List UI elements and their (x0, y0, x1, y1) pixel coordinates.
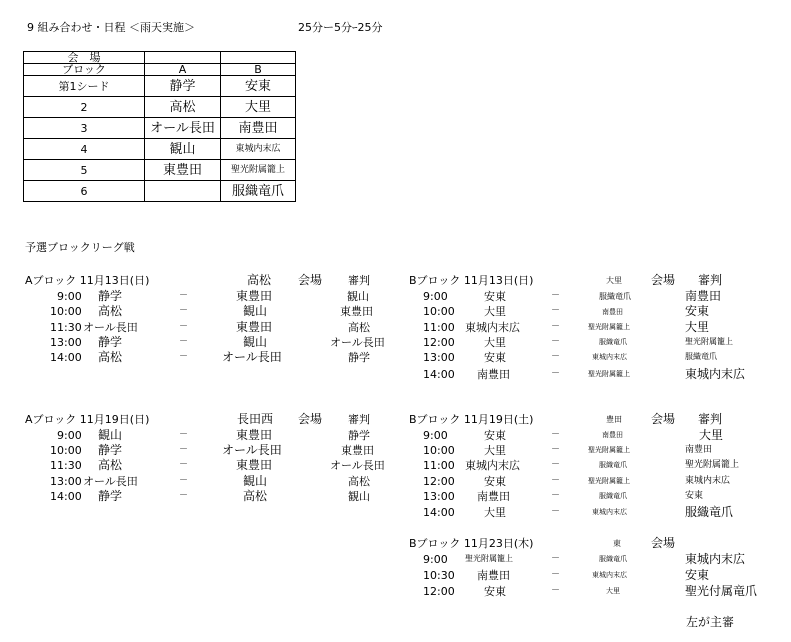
table-row: 4 観山 東城内末広 (24, 139, 296, 160)
venue-name: 大里 (606, 276, 622, 285)
referee-label: 審判 (348, 274, 370, 287)
venue-label: 会場 (651, 273, 676, 287)
referee-label: 審判 (698, 273, 723, 287)
referee-label: 審判 (698, 412, 723, 426)
table-row: 2 高松 大里 (24, 97, 296, 118)
venue-header: 会 場 (24, 52, 145, 64)
venue-label: 会場 (298, 412, 323, 426)
schedule-title: Bブロック 11月13日(日) (409, 274, 534, 287)
schedule-title: Aブロック 11月19日(日) (25, 413, 150, 426)
referee-label: 審判 (348, 413, 370, 426)
venue-label: 会場 (651, 536, 676, 550)
schedule-title: Bブロック 11月23日(木) (409, 537, 534, 550)
table-row: 6 服織竜爪 (24, 181, 296, 202)
block-header: ブロック (24, 64, 145, 76)
schedule-title: Aブロック 11月13日(日) (25, 274, 150, 287)
schedule-title: Bブロック 11月19日(土) (409, 413, 534, 426)
col-b-header: B (221, 64, 296, 76)
table-row: 5 東豊田 聖光附属籠上 (24, 160, 296, 181)
section-title: 予選ブロックリーグ戦 (25, 241, 135, 254)
venue-label: 会場 (298, 273, 323, 287)
seed-table (23, 51, 296, 202)
venue-name: 豊田 (606, 415, 622, 424)
col-a-header: A (145, 64, 221, 76)
footer-note: 左が主審 (686, 615, 735, 629)
time-format: 25分ー5分ｰ25分 (298, 21, 383, 34)
table-row: 第1シード 静学 安東 (24, 76, 296, 97)
venue-name: 東 (613, 539, 621, 548)
document-title: 9 組み合わせ・日程 ＜雨天実施＞ (27, 21, 195, 34)
venue-name: 高松 (247, 273, 272, 287)
venue-name: 長田西 (237, 412, 274, 426)
venue-label: 会場 (651, 412, 676, 426)
table-row: 3 オール長田 南豊田 (24, 118, 296, 139)
